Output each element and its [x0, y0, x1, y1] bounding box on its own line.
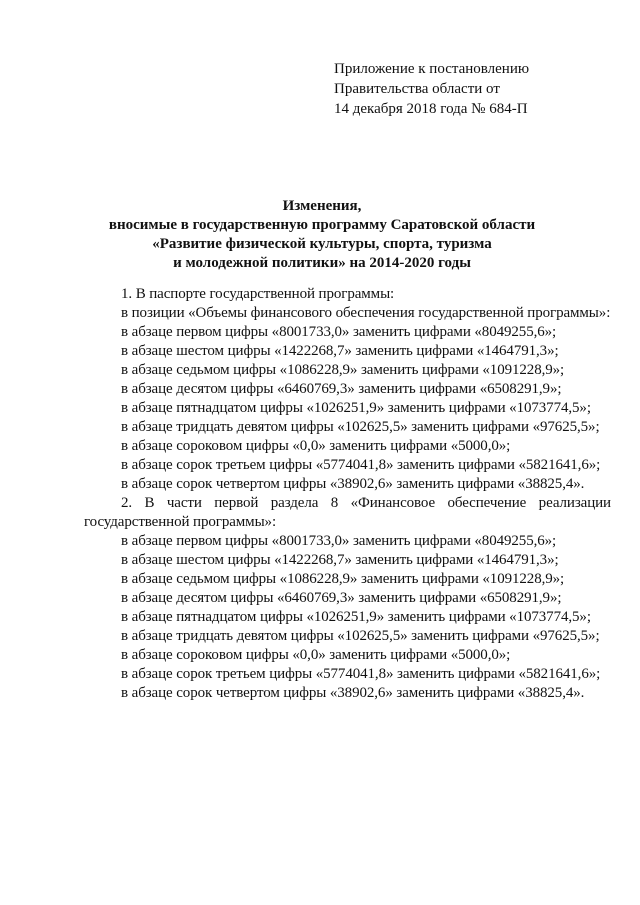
heading-line: «Развитие физической культуры, спорта, туризма	[152, 236, 492, 252]
section-2-item: в абзаце сорок четвертом цифры «38902,6» заменить цифрами «38825,4».	[121, 685, 585, 701]
section-2-item: в абзаце тридцать девятом цифры «102625,5» заменить цифрами «97625,5»;	[121, 628, 600, 644]
appendix-reference	[334, 59, 624, 119]
section-1-item: в абзаце шестом цифры «1422268,7» заменить цифрами «1464791,3»;	[121, 343, 559, 359]
section-1-item: в абзаце сорок третьем цифры «5774041,8» заменить цифрами «5821641,6»;	[121, 457, 601, 473]
section-1-item: в абзаце сорок четвертом цифры «38902,6» заменить цифрами «38825,4».	[121, 476, 585, 492]
section-1-item: в абзаце седьмом цифры «1086228,9» заменить цифрами «1091228,9»;	[121, 362, 565, 378]
section-2-title: 2. В части первой раздела 8 «Финансовое обеспечение реализации государственной программы»:	[84, 495, 611, 530]
section-2-item: в абзаце седьмом цифры «1086228,9» заменить цифрами «1091228,9»;	[121, 571, 565, 587]
appendix-line: 14 декабря 2018 года № 684-П	[334, 101, 528, 117]
document-heading	[88, 197, 556, 273]
heading-line: и молодежной политики» на 2014-2020 годы	[173, 255, 471, 271]
section-1-item: в абзаце первом цифры «8001733,0» заменить цифрами «8049255,6»;	[121, 324, 557, 340]
section-1-item: в абзаце пятнадцатом цифры «1026251,9» заменить цифрами «1073774,5»;	[121, 400, 591, 416]
section-1-item: в абзаце десятом цифры «6460769,3» заменить цифрами «6508291,9»;	[121, 381, 562, 397]
appendix-line: Правительства области от	[334, 81, 500, 97]
heading-line: вносимые в государственную программу Саратовской области	[108, 217, 536, 233]
section-2-item: в абзаце первом цифры «8001733,0» заменить цифрами «8049255,6»;	[121, 533, 557, 549]
section-2-item: в абзаце шестом цифры «1422268,7» заменить цифрами «1464791,3»;	[121, 552, 559, 568]
section-1-item: в позиции «Объемы финансового обеспечения государственной программы»:	[121, 305, 611, 321]
section-2-item: в абзаце пятнадцатом цифры «1026251,9» заменить цифрами «1073774,5»;	[121, 609, 591, 625]
section-2-item: в абзаце десятом цифры «6460769,3» заменить цифрами «6508291,9»;	[121, 590, 562, 606]
section-1-item: в абзаце тридцать девятом цифры «102625,5» заменить цифрами «97625,5»;	[121, 419, 600, 435]
appendix-line: Приложение к постановлению	[334, 61, 530, 77]
section-1-item: в абзаце сороковом цифры «0,0» заменить цифрами «5000,0»;	[121, 438, 511, 454]
section-1-title: 1. В паспорте государственной программы:	[121, 286, 395, 302]
section-2-item: в абзаце сорок третьем цифры «5774041,8» заменить цифрами «5821641,6»;	[121, 666, 601, 682]
section-2-item: в абзаце сороковом цифры «0,0» заменить цифрами «5000,0»;	[121, 647, 511, 663]
heading-line: Изменения,	[282, 198, 362, 214]
document-body	[84, 285, 611, 703]
